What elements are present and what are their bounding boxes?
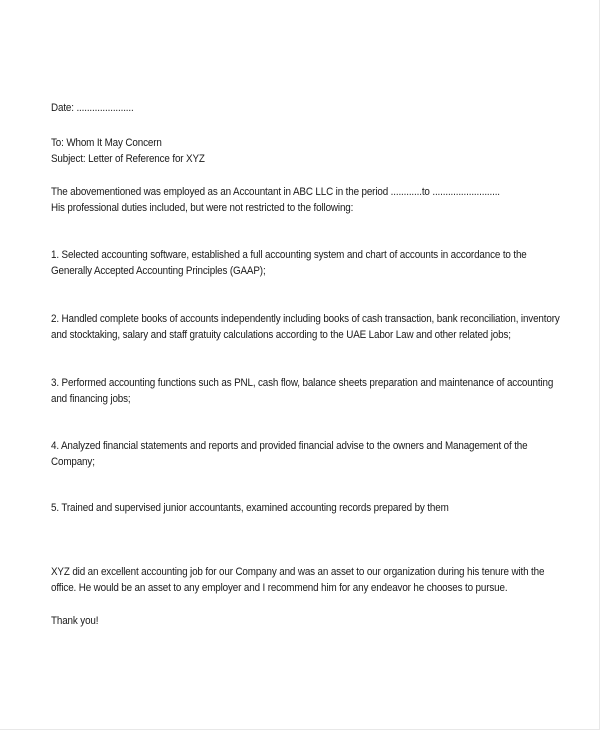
intro-line: His professional duties included, but were not restricted to the following: xyxy=(51,202,354,214)
duty-item-2: 2. Handled complete books of accounts independently including books of cash transaction, bank reconciliation, inventory xyxy=(51,313,560,325)
duty-item-2-continued: and stocktaking, salary and staff gratuity calculations according to the UAE Labor Law and other related jobs; xyxy=(51,329,511,341)
closing-paragraph-line: office. He would be an asset to any employer and I recommend him for any endeavor he chooses to pursue. xyxy=(51,582,508,594)
duty-item-4-continued: Company; xyxy=(51,456,95,468)
duty-item-1: 1. Selected accounting software, established a full accounting system and chart of accounts in accordance to the xyxy=(51,249,527,261)
duty-item-4: 4. Analyzed financial statements and reports and provided financial advise to the owners and Management of the xyxy=(51,440,528,452)
subject-line: Subject: Letter of Reference for XYZ xyxy=(51,153,205,165)
duty-item-3: 3. Performed accounting functions such as PNL, cash flow, balance sheets preparation and maintenance of accounting xyxy=(51,377,554,389)
duty-item-3-continued: and financing jobs; xyxy=(51,393,131,405)
duty-item-5: 5. Trained and supervised junior accountants, examined accounting records prepared by them xyxy=(51,502,449,514)
date-line: Date: ...................... xyxy=(51,102,134,114)
recipient-line: To: Whom It May Concern xyxy=(51,137,162,149)
signoff-line: Thank you! xyxy=(51,615,99,627)
closing-paragraph-line: XYZ did an excellent accounting job for our Company and was an asset to our organization during his tenure with the xyxy=(51,566,545,578)
intro-line: The abovementioned was employed as an Accountant in ABC LLC in the period ............to .......................... xyxy=(51,186,500,198)
duty-item-1-continued: Generally Accepted Accounting Principles (GAAP); xyxy=(51,265,266,277)
